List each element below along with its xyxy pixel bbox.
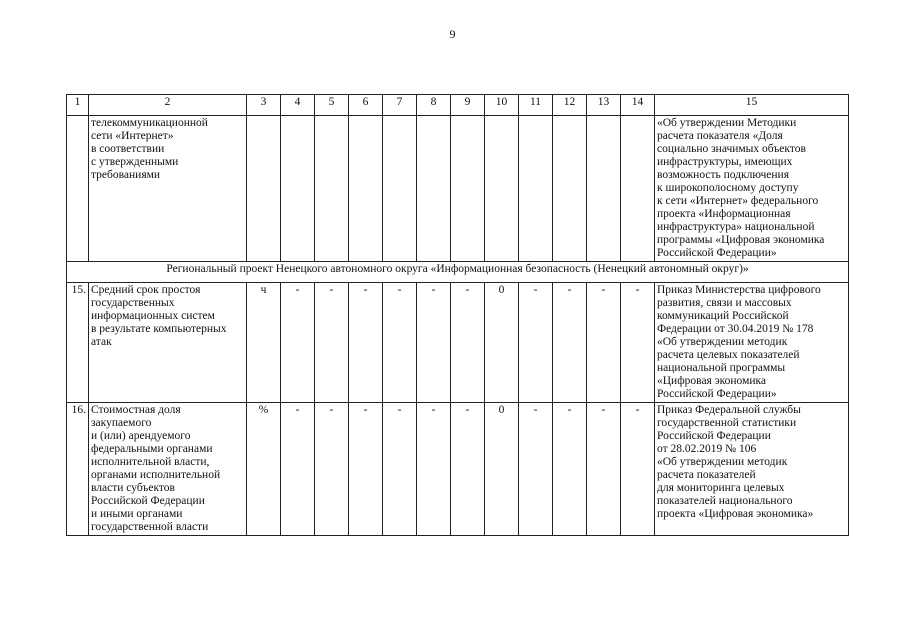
- methodology-line: коммуникаций Российской: [657, 310, 789, 322]
- indicator-name-line: атак: [91, 336, 112, 348]
- methodology-line: Федерации от 30.04.2019 № 178: [657, 323, 814, 335]
- indicator-name-line: государственных: [91, 297, 175, 309]
- indicator-name-line: требованиями: [91, 169, 161, 181]
- header-cell: 4: [281, 95, 315, 116]
- value-cell: [349, 116, 383, 262]
- unit-cell: %: [247, 403, 281, 536]
- indicator-name: [89, 283, 247, 403]
- header-cell: 9: [451, 95, 485, 116]
- value-cell: -: [349, 403, 383, 536]
- value-cell: [315, 116, 349, 262]
- section-title: Региональный проект Ненецкого автономного округа «Информационная безопасность (Ненецкий автономный округ)»: [67, 262, 849, 283]
- value-cell: [519, 116, 553, 262]
- methodology-document: [655, 403, 849, 536]
- header-cell: 10: [485, 95, 519, 116]
- value-cell: -: [587, 283, 621, 403]
- methodology-line: «Об утверждении методик: [657, 336, 788, 348]
- value-cell: -: [315, 283, 349, 403]
- methodology-line: проекта «Информационная: [657, 208, 791, 220]
- value-cell: -: [519, 403, 553, 536]
- header-cell: 14: [621, 95, 655, 116]
- value-cell: -: [587, 403, 621, 536]
- table-row: [67, 116, 849, 262]
- header-cell: 3: [247, 95, 281, 116]
- indicator-name-line: органами исполнительной: [91, 469, 221, 481]
- indicator-name-line: федеральными органами: [91, 443, 213, 455]
- header-cell: 7: [383, 95, 417, 116]
- value-cell: [417, 116, 451, 262]
- row-number: 16.: [67, 403, 89, 536]
- section-row: [67, 262, 849, 283]
- methodology-line: программы «Цифровая экономика: [657, 234, 825, 246]
- indicator-name-line: исполнительной власти,: [91, 456, 210, 468]
- indicator-name-line: и (или) арендуемого: [91, 430, 191, 442]
- methodology-line: развития, связи и массовых: [657, 297, 792, 309]
- value-cell: -: [519, 283, 553, 403]
- methodology-line: государственной статистики: [657, 417, 797, 429]
- methodology-line: «Об утверждении методик: [657, 456, 788, 468]
- header-cell: 13: [587, 95, 621, 116]
- indicators-table: [66, 94, 849, 536]
- header-cell: 12: [553, 95, 587, 116]
- methodology-line: от 28.02.2019 № 106: [657, 443, 757, 455]
- indicator-name: [89, 403, 247, 536]
- value-cell: -: [553, 403, 587, 536]
- methodology-line: социально значимых объектов: [657, 143, 806, 155]
- indicator-name-line: в соответствии: [91, 143, 165, 155]
- value-cell: -: [315, 403, 349, 536]
- row-number: 15.: [67, 283, 89, 403]
- value-cell: [383, 116, 417, 262]
- header-cell: 8: [417, 95, 451, 116]
- indicator-name-line: Стоимостная доля: [91, 404, 181, 416]
- value-cell: -: [349, 283, 383, 403]
- indicator-name-line: телекоммуникационной: [91, 117, 208, 129]
- value-cell: [485, 116, 519, 262]
- methodology-line: к сети «Интернет» федерального: [657, 195, 819, 207]
- indicator-name-line: информационных систем: [91, 310, 215, 322]
- header-cell: 2: [89, 95, 247, 116]
- row-number: [67, 116, 89, 262]
- table-row: [67, 403, 849, 536]
- header-cell: 15: [655, 95, 849, 116]
- methodology-line: возможность подключения: [657, 169, 789, 181]
- unit-cell: ч: [247, 283, 281, 403]
- indicator-name-line: Российской Федерации: [91, 495, 205, 507]
- methodology-line: расчета показателя «Доля: [657, 130, 783, 142]
- header-cell: 6: [349, 95, 383, 116]
- indicator-name-line: Средний срок простоя: [91, 284, 201, 296]
- value-cell: -: [451, 283, 485, 403]
- page-number: 9: [449, 27, 456, 41]
- methodology-line: расчета показателей: [657, 469, 756, 481]
- value-cell: -: [621, 403, 655, 536]
- value-cell: -: [383, 403, 417, 536]
- value-cell: -: [621, 283, 655, 403]
- methodology-line: расчета целевых показателей: [657, 349, 800, 361]
- methodology-line: показателей национального: [657, 495, 793, 507]
- value-cell: -: [451, 403, 485, 536]
- header-cell: 1: [67, 95, 89, 116]
- methodology-line: инфраструктуры, имеющих: [657, 156, 793, 168]
- unit-cell: [247, 116, 281, 262]
- value-cell: -: [281, 403, 315, 536]
- value-cell: [553, 116, 587, 262]
- methodology-line: «Об утверждении Методики: [657, 117, 797, 129]
- methodology-line: Приказ Федеральной службы: [657, 404, 801, 416]
- methodology-line: проекта «Цифровая экономика»: [657, 508, 814, 520]
- value-cell: [281, 116, 315, 262]
- indicator-name-line: и иными органами: [91, 508, 183, 520]
- value-cell: -: [281, 283, 315, 403]
- indicator-name: [89, 116, 247, 262]
- header-row: [67, 95, 849, 116]
- value-cell: -: [417, 403, 451, 536]
- value-cell: 0: [485, 403, 519, 536]
- methodology-line: Российской Федерации: [657, 430, 771, 442]
- methodology-document: [655, 283, 849, 403]
- methodology-line: Российской Федерации»: [657, 388, 777, 400]
- methodology-line: Российской Федерации»: [657, 247, 777, 259]
- value-cell: -: [553, 283, 587, 403]
- indicator-name-line: государственной власти: [91, 521, 209, 533]
- value-cell: [587, 116, 621, 262]
- value-cell: [621, 116, 655, 262]
- methodology-line: национальной программы: [657, 362, 786, 374]
- value-cell: -: [417, 283, 451, 403]
- header-cell: 11: [519, 95, 553, 116]
- methodology-line: Приказ Министерства цифрового: [657, 284, 821, 296]
- indicator-name-line: в результате компьютерных: [91, 323, 227, 335]
- methodology-line: для мониторинга целевых: [657, 482, 785, 494]
- value-cell: 0: [485, 283, 519, 403]
- table-row: [67, 283, 849, 403]
- methodology-line: к широкополосному доступу: [657, 182, 799, 194]
- indicator-name-line: сети «Интернет»: [91, 130, 174, 142]
- value-cell: -: [383, 283, 417, 403]
- methodology-line: «Цифровая экономика: [657, 375, 767, 387]
- header-cell: 5: [315, 95, 349, 116]
- methodology-line: инфраструктура» национальной: [657, 221, 815, 233]
- methodology-document: [655, 116, 849, 262]
- indicator-name-line: власти субъектов: [91, 482, 175, 494]
- value-cell: [451, 116, 485, 262]
- indicator-name-line: закупаемого: [91, 417, 152, 429]
- indicator-name-line: с утвержденными: [91, 156, 179, 168]
